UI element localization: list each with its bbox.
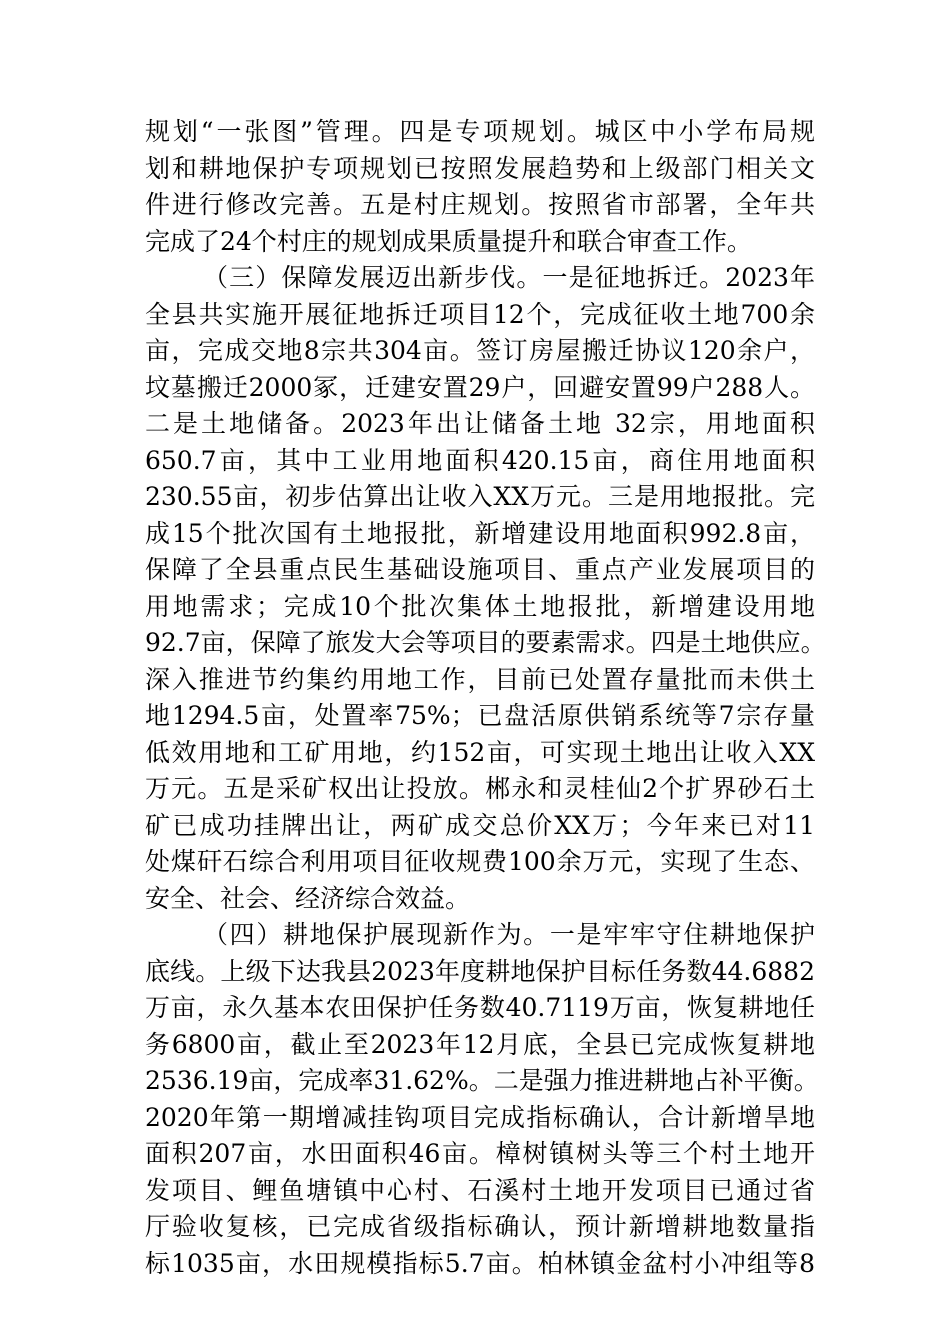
- text-line: 二是土地储备。2023年出让储备土地 32宗，用地面积: [145, 409, 815, 438]
- text-line: 面积207亩，水田面积46亩。樟树镇树头等三个村土地开: [145, 1139, 815, 1168]
- text-line: 保障了全县重点民生基础设施项目、重点产业发展项目的: [145, 555, 815, 584]
- text-line: 2536.19亩，完成率31.62%。二是强力推进耕地占补平衡。: [145, 1066, 819, 1095]
- text-line: 92.7亩，保障了旅发大会等项目的要素需求。四是土地供应。: [145, 628, 826, 657]
- text-line: 底线。上级下达我县2023年度耕地保护目标任务数44.6882: [145, 956, 815, 986]
- text-line: 安全、社会、经济综合效益。: [145, 883, 471, 913]
- section-heading-line: （三）保障发展迈出新步伐。一是征地拆迁。2023年: [203, 263, 815, 292]
- text-line: 厅验收复核，已完成省级指标确认，预计新增耕地数量指: [145, 1212, 815, 1241]
- text-line: 坟墓搬迁2000冢，迁建安置29户，回避安置99户288人。: [145, 372, 815, 402]
- text-line: 标1035亩，水田规模指标5.7亩。柏林镇金盆村小冲组等8: [145, 1248, 815, 1278]
- text-line: 用地需求；完成10个批次集体土地报批，新增建设用地: [145, 591, 815, 621]
- text-line: 成15个批次国有土地报批，新增建设用地面积992.8亩，: [145, 518, 815, 548]
- text-line: 发项目、鲤鱼塘镇中心村、石溪村土地开发项目已通过省: [145, 1175, 815, 1205]
- text-line: 万亩，永久基本农田保护任务数40.7119万亩，恢复耕地任: [145, 993, 815, 1022]
- text-line: 矿已成功挂牌出让，两矿成交总价XX万；今年来已对11: [145, 810, 815, 840]
- text-line: 650.7亩，其中工业用地面积420.15亩，商住用地面积: [145, 445, 815, 475]
- text-line: 低效用地和工矿用地，约152亩，可实现土地出让收入XX: [145, 737, 815, 767]
- text-line: 规划“一张图”管理。四是专项规划。城区中小学布局规: [145, 117, 815, 146]
- text-line: 万元。五是采矿权出让投放。郴永和灵桂仙2个扩界砂石土: [145, 774, 815, 803]
- document-body: [145, 114, 826, 1282]
- text-line: 全县共实施开展征地拆迁项目12个，完成征收土地700余: [145, 299, 815, 329]
- text-line: 地1294.5亩，处置率75%；已盘活原供销系统等7宗存量: [145, 701, 815, 730]
- text-line: 处煤矸石综合利用项目征收规费100余万元，实现了生态、: [145, 847, 815, 876]
- text-line: 完成了24个村庄的规划成果质量提升和联合审查工作。: [145, 226, 752, 256]
- text-line: 深入推进节约集约用地工作，目前已处置存量批而未供土: [145, 664, 815, 694]
- text-line: 划和耕地保护专项规划已按照发展趋势和上级部门相关文: [145, 153, 815, 183]
- text-line: 务6800亩，截止至2023年12月底，全县已完成恢复耕地: [145, 1029, 815, 1059]
- text-line: 2020年第一期增减挂钩项目完成指标确认，合计新增旱地: [145, 1102, 815, 1132]
- section-heading-line: （四）耕地保护展现新作为。一是牢牢守住耕地保护: [203, 920, 815, 949]
- text-line: 亩，完成交地8宗共304亩。签订房屋搬迁协议120余户，: [145, 336, 815, 365]
- text-line: 件进行修改完善。五是村庄规划。按照省市部署，全年共: [145, 190, 815, 219]
- text-line: 230.55亩，初步估算出让收入XX万元。三是用地报批。完: [145, 482, 815, 511]
